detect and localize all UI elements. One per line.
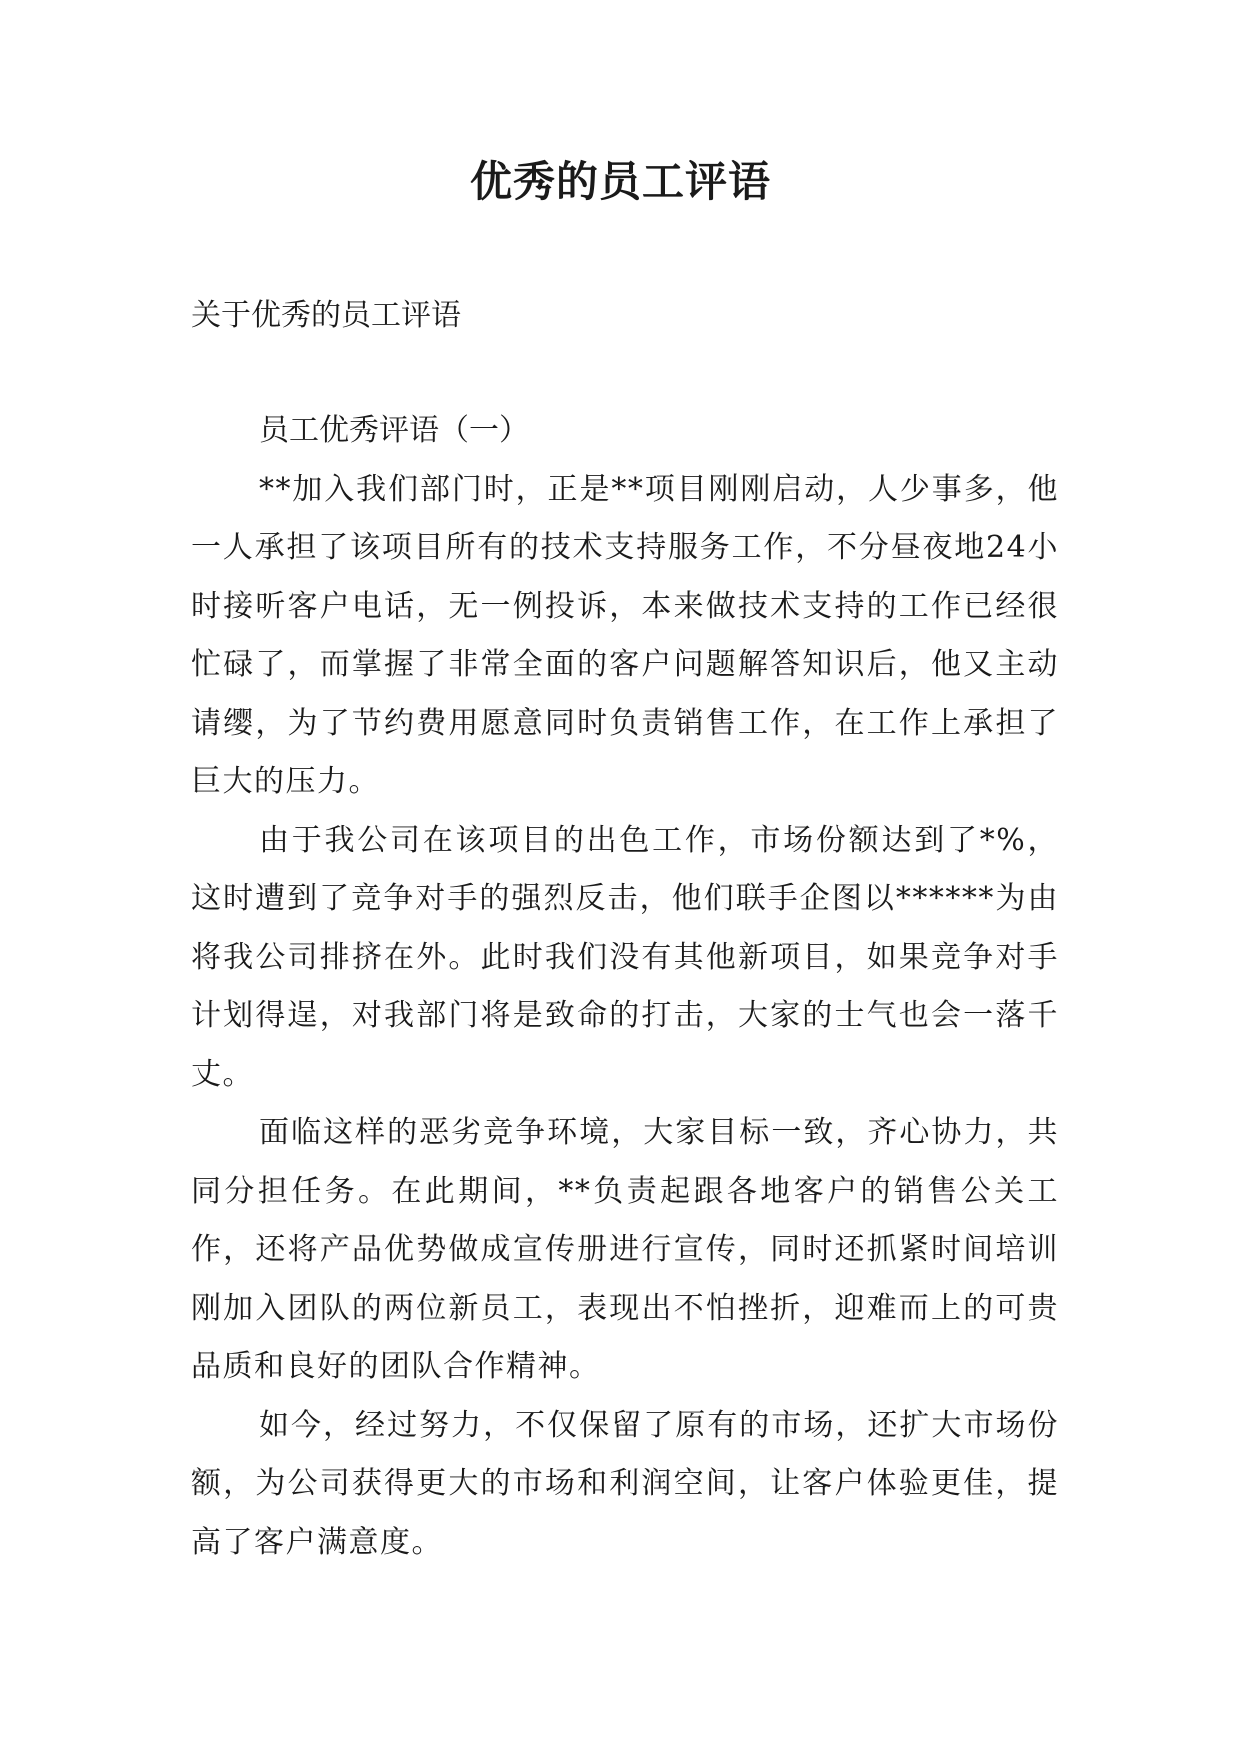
paragraph-1: **加入我们部门时，正是**项目刚刚启动，人少事多，他一人承担了该项目所有的技术支持服务工作，不分昼夜地24小时接听客户电话，无一例投诉，本来做技术支持的工作已经很忙碌了，而掌握了非常全面的客户问题解答知识后，他又主动请缨，为了节约费用愿意同时负责销售工作，在工作上承担了巨大的压力。	[191, 471, 1059, 799]
document-subtitle: 关于优秀的员工评语	[191, 298, 461, 333]
document-body	[191, 402, 1059, 1572]
document-title: 优秀的员工评语	[469, 157, 771, 206]
paragraph-3: 面临这样的恶劣竞争环境，大家目标一致，齐心协力，共同分担任务。在此期间，**负责起跟各地客户的销售公关工作，还将产品优势做成宣传册进行宣传，同时还抓紧时间培训刚加入团队的两位新员工，表现出不怕挫折，迎难而上的可贵品质和良好的团队合作精神。	[191, 1115, 1059, 1384]
paragraph-4: 如今，经过努力，不仅保留了原有的市场，还扩大市场份额，为公司获得更大的市场和利润空间，让客户体验更佳，提高了客户满意度。	[191, 1407, 1059, 1560]
section-heading: 员工优秀评语（一）	[259, 413, 529, 448]
paragraph-2: 由于我公司在该项目的出色工作，市场份额达到了*%，这时遭到了竞争对手的强烈反击，他们联手企图以******为由将我公司排挤在外。此时我们没有其他新项目，如果竞争对手计划得逞，对我部门将是致命的打击，大家的士气也会一落千丈。	[191, 822, 1059, 1092]
